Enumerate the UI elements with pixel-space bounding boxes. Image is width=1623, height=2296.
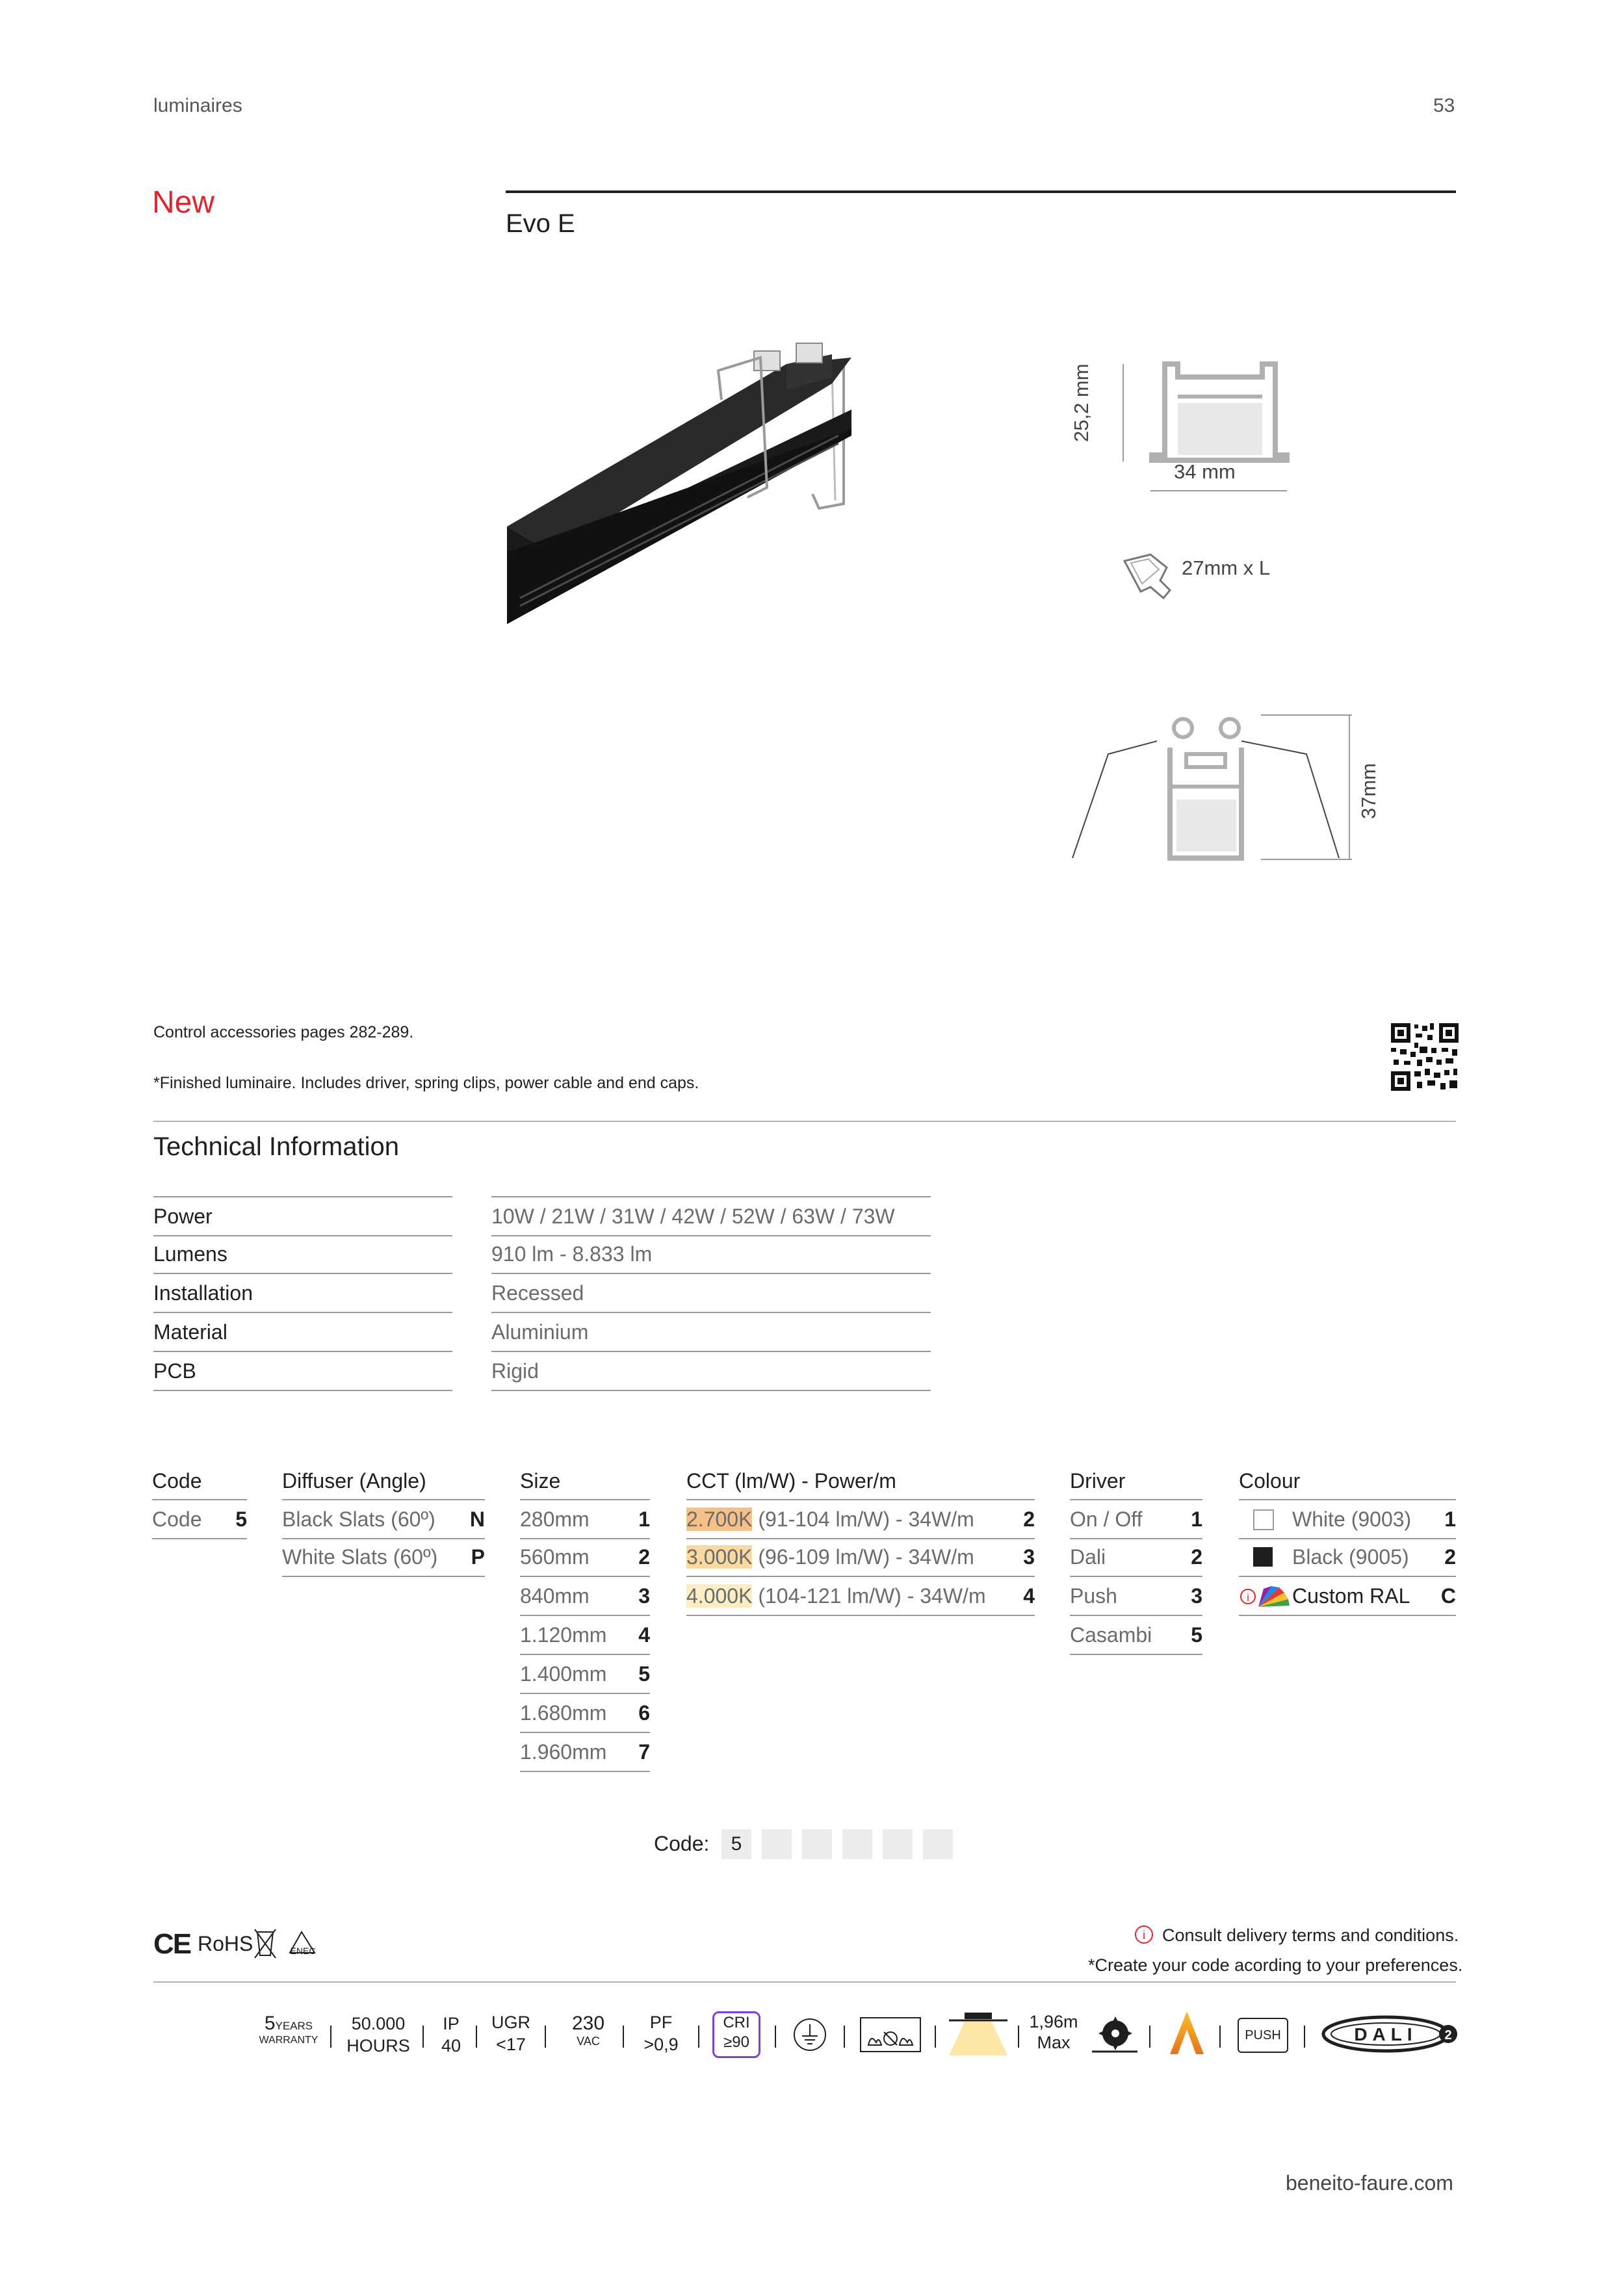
code-builder-label: Code:	[654, 1832, 710, 1855]
power-factor-icon: PF >0,9	[643, 2013, 679, 2054]
cable-length-icon: 1,96m Max	[1029, 2012, 1078, 2052]
separator	[1149, 2026, 1150, 2048]
downlight-beam-icon	[949, 2011, 1007, 2057]
size-option[interactable]: 1.680mm 6	[520, 1694, 650, 1733]
height-dimension: 25,2 mm	[1070, 363, 1093, 442]
footer-divider	[153, 1981, 1456, 1983]
install-height-dimension: 37mm	[1357, 763, 1380, 819]
finished-note: *Finished luminaire. Includes driver, spring clips, power cable and end caps.	[153, 1074, 699, 1092]
colour-header: Colour	[1239, 1469, 1301, 1493]
product-title: Evo E	[506, 209, 575, 238]
tech-value-lumens: 910 lm - 8.833 lm	[491, 1235, 931, 1274]
page-number: 53	[1433, 95, 1455, 116]
colour-option-black[interactable]: Black (9005) 2	[1239, 1538, 1456, 1577]
section-title: luminaires	[153, 95, 242, 116]
ip-rating-icon: IP 40	[441, 2014, 461, 2055]
separator	[1018, 2026, 1019, 2048]
driver-header: Driver	[1070, 1469, 1126, 1493]
separator	[330, 2026, 331, 2048]
driver-option-onoff[interactable]: On / Off 1	[1070, 1499, 1202, 1539]
weee-bin-icon	[252, 1925, 278, 1961]
tech-label-pcb: PCB	[153, 1352, 452, 1391]
technical-title: Technical Information	[153, 1132, 399, 1161]
cut-out-dimension: 27mm x L	[1182, 556, 1271, 579]
separator	[935, 2026, 936, 2048]
size-option[interactable]: 280mm 1	[520, 1499, 650, 1539]
separator	[775, 2026, 776, 2048]
tech-label-material: Material	[153, 1313, 452, 1352]
separator	[844, 2026, 845, 2048]
push-driver-icon: PUSH	[1238, 2018, 1288, 2053]
ral-fan-icon	[1239, 1585, 1291, 1608]
svg-text:i: i	[1247, 1591, 1249, 1604]
code-slot-4[interactable]	[842, 1829, 872, 1859]
size-option[interactable]: 1.400mm 5	[520, 1655, 650, 1694]
separator	[545, 2026, 546, 2048]
ce-mark-icon: CE	[153, 1928, 191, 1960]
separator	[623, 2026, 624, 2048]
width-dimension: 34 mm	[1174, 460, 1236, 483]
tech-value-material: Aluminium	[491, 1313, 931, 1352]
size-option[interactable]: 1.960mm 7	[520, 1733, 650, 1772]
website-link[interactable]: beneito-faure.com	[1286, 2171, 1453, 2195]
size-option[interactable]: 560mm 2	[520, 1538, 650, 1577]
white-swatch-icon	[1253, 1509, 1274, 1530]
cct-option-3000[interactable]: 3.000K (96-109 lm/W) - 34W/m 3	[686, 1538, 1035, 1577]
section-divider	[153, 1121, 1456, 1122]
code-slot-1: 5	[721, 1829, 751, 1859]
svg-text:i: i	[1143, 1929, 1145, 1942]
driver-option-casambi[interactable]: Casambi 5	[1070, 1616, 1202, 1655]
cct-option-4000[interactable]: 4.000K (104-121 lm/W) - 34W/m 4	[686, 1577, 1035, 1616]
driver-option-push[interactable]: Push 3	[1070, 1577, 1202, 1616]
cct-header: CCT (lm/W) - Power/m	[686, 1469, 896, 1493]
installation-drawing	[1066, 709, 1365, 871]
diffuser-option-white[interactable]: White Slats (60º) P	[282, 1538, 485, 1577]
svg-text:ENEC: ENEC	[290, 1946, 316, 1956]
delivery-note: Consult delivery terms and conditions.	[1162, 1925, 1459, 1945]
code-option[interactable]: Code 5	[152, 1499, 247, 1539]
diffuser-header: Diffuser (Angle)	[282, 1469, 426, 1493]
create-code-note: *Create your code acording to your preferences.	[1088, 1955, 1463, 1975]
saw-cut-icon	[1092, 2015, 1137, 2054]
tech-label-installation: Installation	[153, 1274, 452, 1313]
tech-value-power: 10W / 21W / 31W / 42W / 52W / 63W / 73W	[491, 1196, 931, 1236]
size-header: Size	[520, 1469, 561, 1493]
separator	[1304, 2026, 1305, 2048]
code-slot-2[interactable]	[762, 1829, 792, 1859]
tech-label-power: Power	[153, 1196, 452, 1236]
black-swatch-icon	[1253, 1547, 1273, 1567]
accessories-note: Control accessories pages 282-289.	[153, 1023, 414, 1041]
tech-value-installation: Recessed	[491, 1274, 931, 1313]
size-option[interactable]: 1.120mm 4	[520, 1616, 650, 1655]
colour-option-custom[interactable]: i Custom RAL C	[1239, 1577, 1456, 1616]
colour-option-white[interactable]: White (9003) 1	[1239, 1499, 1456, 1539]
code-slot-5[interactable]	[883, 1829, 913, 1859]
light-distribution-icon	[1167, 2010, 1206, 2055]
svg-text:2: 2	[1444, 2028, 1452, 2042]
warranty-icon: 5YEARS WARRANTY	[259, 2013, 318, 2046]
voltage-icon: 230 VAC	[571, 2013, 605, 2048]
luminaire-image	[500, 338, 864, 631]
svg-text:DALI: DALI	[1354, 2024, 1418, 2044]
separator	[698, 2026, 699, 2048]
size-option[interactable]: 840mm 3	[520, 1577, 650, 1616]
tech-value-pcb: Rigid	[491, 1352, 931, 1391]
rohs-mark: RoHS	[198, 1932, 253, 1955]
cri-icon: CRI ≥90	[712, 2011, 760, 2058]
cct-option-2700[interactable]: 2.700K (91-104 lm/W) - 34W/m 2	[686, 1499, 1035, 1539]
dali-logo	[1321, 2014, 1459, 2054]
code-slot-3[interactable]	[802, 1829, 832, 1859]
earth-class-icon	[792, 2016, 828, 2053]
driver-option-dali[interactable]: Dali 2	[1070, 1538, 1202, 1577]
qr-code[interactable]	[1391, 1023, 1459, 1091]
title-rule	[506, 190, 1456, 193]
separator	[1219, 2026, 1221, 2048]
code-slot-6[interactable]	[923, 1829, 953, 1859]
new-badge: New	[152, 185, 215, 220]
enec-mark-icon	[286, 1929, 321, 1958]
diffuser-option-black[interactable]: Black Slats (60º) N	[282, 1499, 485, 1539]
cut-out-icon	[1121, 551, 1180, 603]
separator	[422, 2026, 424, 2048]
code-header: Code	[152, 1469, 202, 1493]
flammable-surface-icon	[859, 2016, 922, 2053]
hours-icon: 50.000 HOURS	[346, 2014, 410, 2055]
info-icon	[1134, 1924, 1154, 1945]
ugr-icon: UGR <17	[491, 2013, 530, 2054]
tech-label-lumens: Lumens	[153, 1235, 452, 1274]
separator	[476, 2026, 477, 2048]
